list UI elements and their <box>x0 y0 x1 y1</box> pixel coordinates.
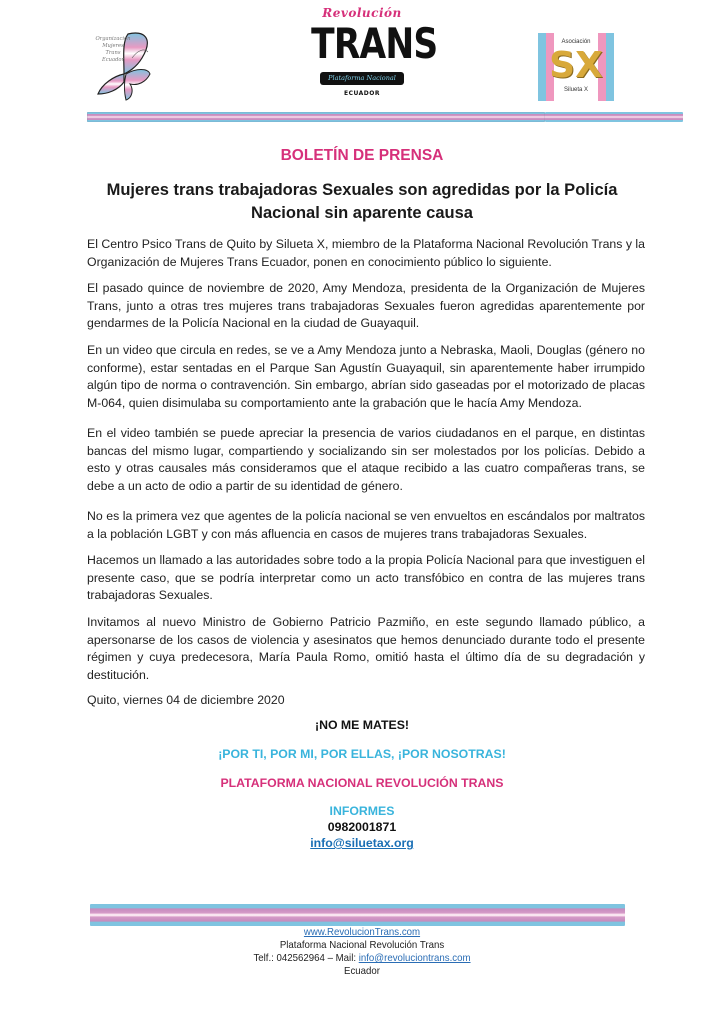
document-label: BOLETÍN DE PRENSA <box>280 147 444 164</box>
document-headline: Mujeres trans trabajadoras Sexuales son agredidas por la Policía Nacional sin aparente causa <box>106 181 618 222</box>
trans-flag-stripe-top <box>87 112 545 122</box>
silueta-x-logo <box>538 33 614 101</box>
trans-flag-stripe-bottom <box>90 904 625 926</box>
logo-silueta-text: Silueta X <box>563 87 588 93</box>
footer-phone: Telf.: 042562964 – Mail: <box>253 952 359 964</box>
logo-asociacion-text: Asociación <box>561 39 591 45</box>
footer-org: Plataforma Nacional Revolución Trans <box>279 939 445 951</box>
footer-email-link[interactable]: info@revoluciontrans.com <box>358 952 471 964</box>
logo-revolucion-text: Revolución <box>322 6 402 20</box>
footer-website-link[interactable]: www.RevolucionTrans.com <box>303 926 421 938</box>
logo-text-line: Ecuador <box>101 57 125 63</box>
contact-phone: 0982001871 <box>327 820 397 834</box>
logo-text-line: Organización <box>95 36 131 42</box>
paragraph: Invitamos al nuevo Ministro de Gobierno Patricio Pazmiño, en este segundo llamado público, a apersonarse de los casos de violencia y asesinatos que hemos denunciado durante todo el presente régimen y cuya predecesora, María Paula Romo, omitió hasta el último día de su degradación y destitución. <box>87 615 645 682</box>
organizacion-mujeres-trans-logo <box>84 28 156 104</box>
logo-trans-text: TRANS <box>311 19 438 68</box>
logo-sx-text: SX <box>549 45 603 86</box>
paragraph: El Centro Psico Trans de Quito by Silueta X, miembro de la Plataforma Nacional Revolución Trans y la Organización de Mujeres Trans Ecuador, ponen en conocimiento público lo siguiente. <box>87 237 645 269</box>
slogan-plataforma: PLATAFORMA NACIONAL REVOLUCIÓN TRANS <box>220 776 504 790</box>
logo-ecuador-text: ECUADOR <box>343 90 381 97</box>
contact-email-link[interactable]: info@siluetax.org <box>310 836 414 850</box>
paragraph: En el video también se puede apreciar la presencia de varios ciudadanos en el parque, en distintas bancas del mismo lugar, compartiendo y socializando sin ser molestados por los policías. Debido a esto y otras causales más consideramos que el ataque recibido a las cuatro compañeras trans, se debe a un acto de odio a partir de su identidad de género. <box>87 426 645 493</box>
paragraph: El pasado quince de noviembre de 2020, Amy Mendoza, presidenta de la Organización de Mujeres Trans, junto a otras tres mujeres trans trabajadoras Sexuales fueron agredidas aparentemente por gendarmes de la Policía Nacional en la ciudad de Guayaquil. <box>87 281 645 330</box>
paragraph: En un video que circula en redes, se ve a Amy Mendoza junto a Nebraska, Maoli, Douglas (género no conforme), estar sentadas en el Parque San Agustín Guayaquil, sin aparentemente haber irrumpido algún tipo de norma o contravención. Sin embargo, abrían sido gaseadas por el motorizado de placas M-064, quien disimulaba su comportamiento ante la grabación que le hacía Amy Mendoza. <box>87 343 645 410</box>
trans-flag-stripe-top-right <box>545 112 683 122</box>
footer-country: Ecuador <box>344 965 380 977</box>
slogan-por-nosotras: ¡POR TI, POR MI, POR ELLAS, ¡POR NOSOTRAS! <box>218 747 506 761</box>
logo-text-line: Mujeres <box>102 43 124 49</box>
paragraph: Hacemos un llamado a las autoridades sobre todo a la propia Policía Nacional para que investiguen el presente caso, que se podría interpretar como un acto transfóbico en contra de las mujeres trans trabajadoras Sexuales. <box>87 553 645 602</box>
logo-banner-text: Plataforma Nacional <box>320 72 404 85</box>
logo-text-line: Trans <box>105 50 121 56</box>
informes-label: INFORMES <box>329 804 395 818</box>
date-line: Quito, viernes 04 de diciembre 2020 <box>87 693 285 707</box>
paragraph: No es la primera vez que agentes de la policía nacional se ven envueltos en escándalos por maltratos a la población LGBT y con más afluencia en casos de mujeres trans trabajadoras Sexuales. <box>87 509 645 541</box>
footer-contact-line <box>29 952 695 965</box>
revolucion-trans-logo <box>300 2 438 102</box>
slogan-no-me-mates: ¡NO ME MATES! <box>314 718 410 732</box>
